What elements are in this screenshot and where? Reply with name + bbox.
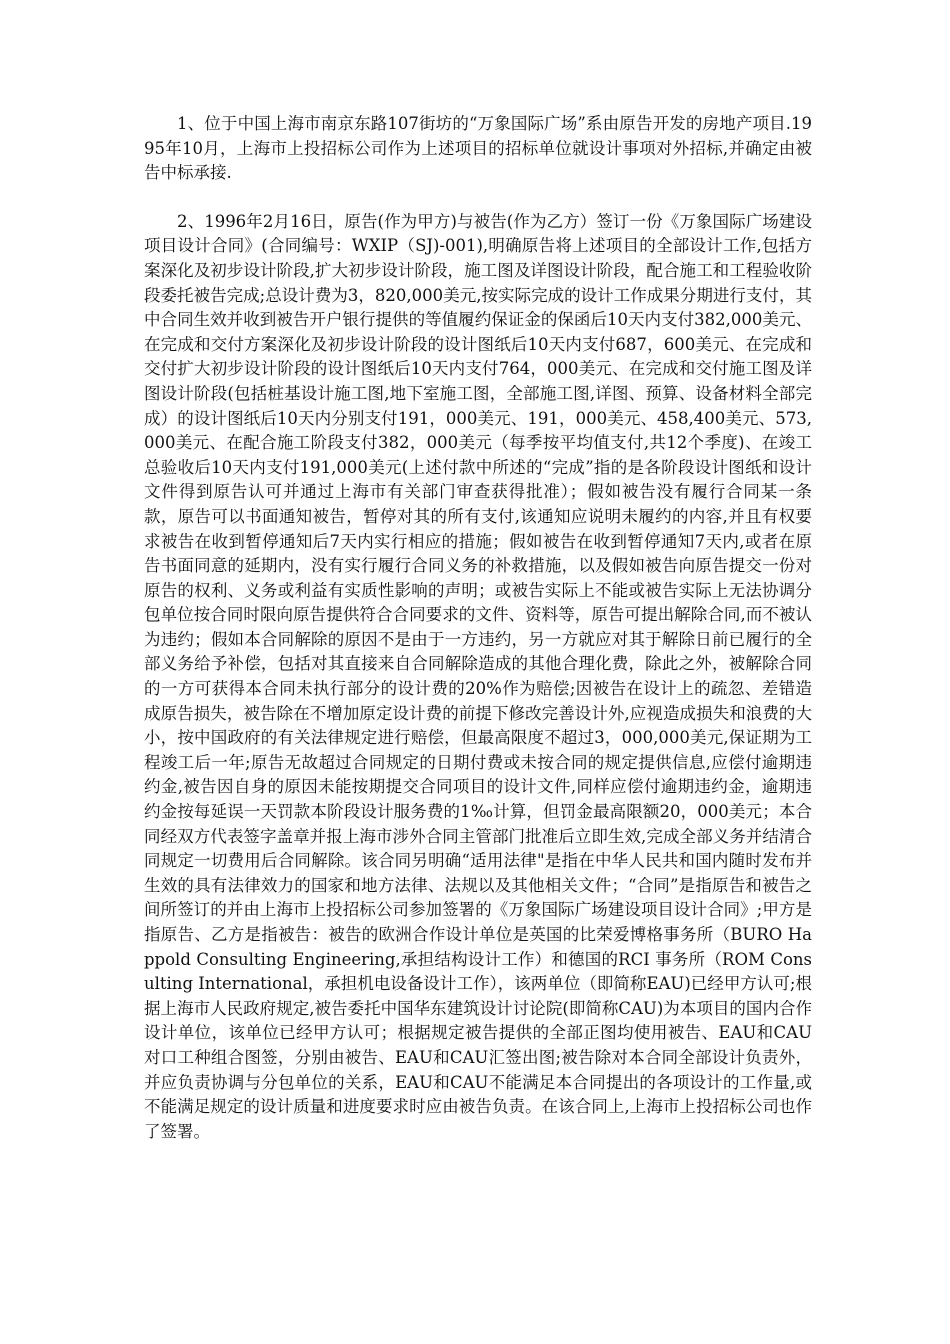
document-page xyxy=(144,112,812,1144)
paragraph-1: 1、位于中国上海市南京东路107街坊的“万象国际广场”系由原告开发的房地产项目.1995年10月，上海市上投招标公司作为上述项目的招标单位就设计事项对外招标,并确定由被告中标承接. xyxy=(144,114,812,183)
paragraph-2: 2、1996年2月16日，原告(作为甲方)与被告(作为乙方）签订一份《万象国际广场建设项目设计合同》(合同编号：WXIP（SJ)-001),明确原告将上述项目的全部设计工作,包括方案深化及初步设计阶段,扩大初步设计阶段，施工图及详图设计阶段，配合施工和工程验收阶段委托被告完成;总设计费为3，820,000美元,按实际完成的设计工作成果分期进行支付，其中合同生效并收到被告开户银行提供的等值履约保证金的保函后10天内支付382,000美元、在完成和交付方案深化及初步设计阶段的设计图纸后10天内支付687，600美元、在完成和交付扩大初步设计阶段的设计图纸后10天内支付764，000美元、在完成和交付施工图及详图设计阶段(包括桩基设计施工图,地下室施工图，全部施工图,详图、预算、设备材料全部完成）的设计图纸后10天内分别支付191，000美元、191，000美元、458,400美元、573,000美元、在配合施工阶段支付382，000美元（每季按平均值支付,共12个季度)、在竣工总验收后10天内支付191,000美元(上述付款中所述的“完成”指的是各阶段设计图纸和设计文件得到原告认可并通过上海市有关部门审查获得批准）；假如被告没有履行合同某一条款，原告可以书面通知被告，暂停对其的所有支付,该通知应说明未履约的内容,并且有权要求被告在收到暂停通知后7天内实行相应的措施；假如被告在收到暂停通知7天内,或者在原告书面同意的延期内，没有实行履行合同义务的补救措施，以及假如被告向原告提交一份对原告的权利、义务或利益有实质性影响的声明；或被告实际上不能或被告实际上无法协调分包单位按合同时限向原告提供符合合同要求的文件、资料等，原告可提出解除合同,而不被认为违约；假如本合同解除的原因不是由于一方违约，另一方就应对其于解除日前已履行的全部义务给予补偿，包括对其直接来自合同解除造成的其他合理化费，除此之外，被解除合同的一方可获得本合同未执行部分的设计费的20%作为赔偿;因被告在设计上的疏忽、差错造成原告损失，被告除在不增加原定设计费的前提下修改完善设计外,应视造成损失和浪费的大小，按中国政府的有关法律规定进行赔偿，但最高限度不超过3，000,000美元,保证期为工程竣工后一年;原告无故超过合同规定的日期付费或未按合同的规定提供信息,应偿付逾期违约金,被告因自身的原因未能按期提交合同项目的设计文件,同样应偿付逾期违约金，逾期违约金按每延误一天罚款本阶段设计服务费的1‰计算，但罚金最高限额20，000美元；本合同经双方代表签字盖章并报上海市涉外合同主管部门批准后立即生效,完成全部义务并结清合同规定一切费用后合同解除。该合同另明确“适用法律"是指在中华人民共和国内随时发布并生效的具有法律效力的国家和地方法律、法规以及其他相关文件；“合同”是指原告和被告之间所签订的并由上海市上投招标公司参加签署的《万象国际广场建设项目设计合同》;甲方是指原告、乙方是指被告：被告的欧洲合作设计单位是英国的比荣爱博格事务所（BURO Happold Consulting Engineering,承担结构设计工作）和德国的RCI 事务所（ROM Consulting International，承担机电设备设计工作），该两单位（即简称EAU)已经甲方认可;根据上海市人民政府规定,被告委托中国华东建筑设计讨论院(即简称CAU)为本项目的国内合作设计单位，该单位已经甲方认可；根据规定被告提供的全部正图均使用被告、EAU和CAU对口工种组合图签，分别由被告、EAU和CAU汇签出图;被告除对本合同全部设计负责外，并应负责协调与分包单位的关系，EAU和CAU不能满足本合同提出的各项设计的工作量,或不能满足规定的设计质量和进度要求时应由被告负责。在该合同上,上海市上投招标公司也作了签署。 xyxy=(144,211,812,1141)
